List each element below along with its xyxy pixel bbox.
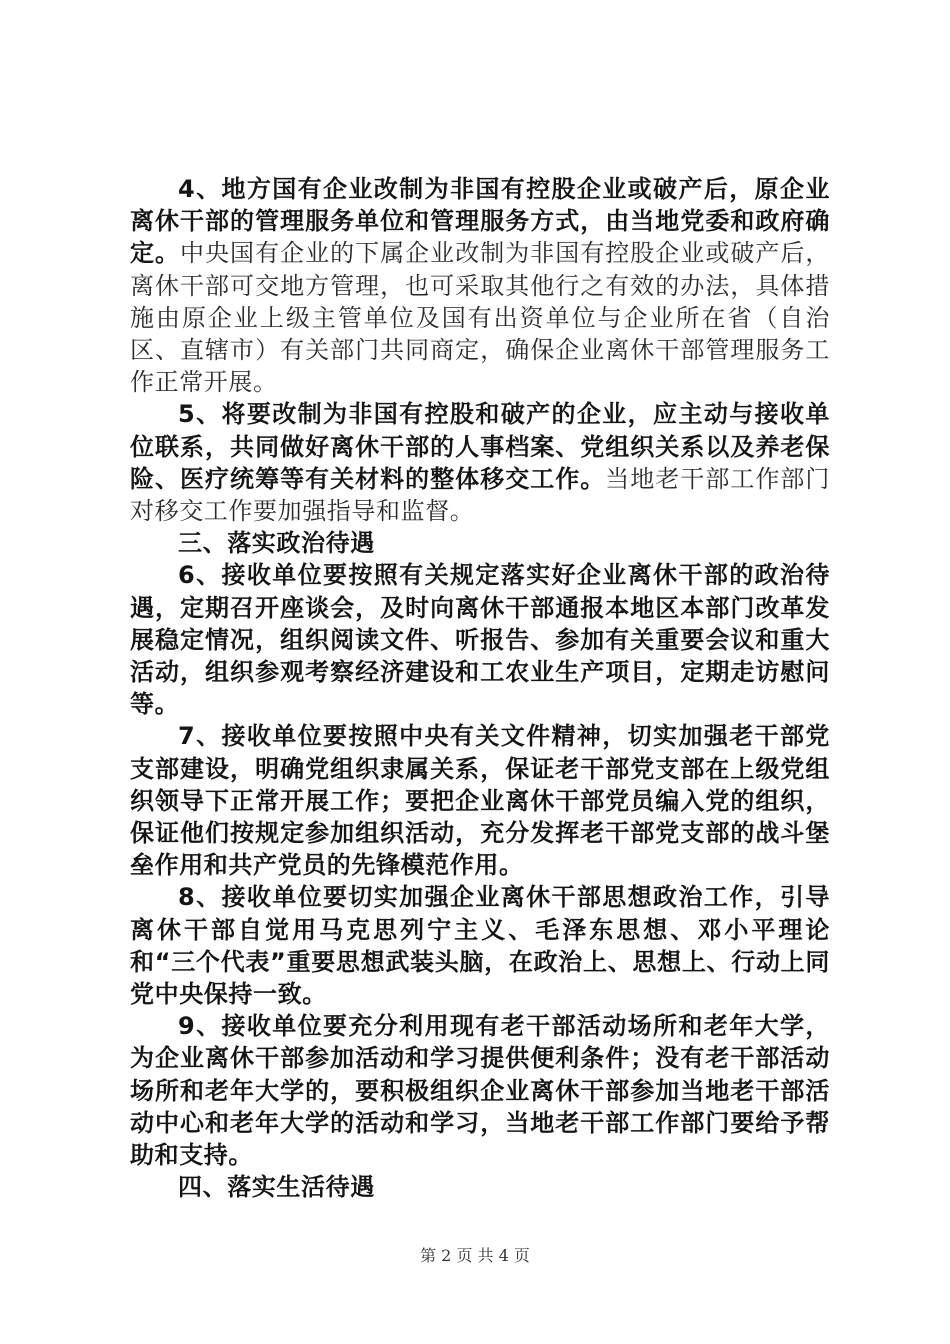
paragraph-strong-text: 6、接收单位要按照有关规定落实好企业离休干部的政治待遇，定期召开座谈会，及时向离休干部通报本地区本部门改革发展稳定情况，组织阅读文件、听报告、参加有关重要会议和重大活动，组织参观考察经济建设和工农业生产项目，定期走访慰问等。 <box>130 561 830 719</box>
paragraph-strong-text: 7、接收单位要按照中央有关文件精神，切实加强老干部党支部建设，明确党组织隶属关系，保证老干部党支部在上级党组织领导下正常开展工作；要把企业离休干部党员编入党的组织，保证他们按规定参加组织活动，充分发挥老干部党支部的战斗堡垒作用和共产党员的先锋模范作用。 <box>130 722 830 880</box>
paragraph-strong-text: 4、地方国有企业改制为非国有控股企业或破产后，原企业离休干部的管理服务单位和管理服务方式，由当地党委和政府确定。 <box>130 175 830 268</box>
paragraph-strong-text: 5、将要改制为非国有控股和破产的企业，应主动与接收单位联系，共同做好离休干部的人事档案、党组织关系以及养老保险、医疗统筹等有关材料的整体移交工作。 <box>130 400 830 493</box>
paragraph-item-6 <box>130 559 830 720</box>
paragraph-item-9 <box>130 1010 830 1171</box>
section-heading-living: 四、落实生活待遇 <box>178 1173 375 1202</box>
paragraph-item-7 <box>130 720 830 881</box>
paragraph-item-8 <box>130 881 830 1010</box>
paragraph-light-text: 中央国有企业的下属企业改制为非国有控股企业或破产后，离休干部可交地方管理，也可采取其他行之有效的办法，具体措施由原企业上级主管单位及国有出资单位与企业所在省（自治区、直辖市）有关部门共同商定，确保企业离休干部管理服务工作正常开展。 <box>130 239 830 397</box>
paragraph-light-text: 当地老干部工作部门对移交工作要加强指导和监督。 <box>130 464 830 526</box>
paragraph-strong-text: 8、接收单位要切实加强企业离休干部思想政治工作，引导离休干部自觉用马克思列宁主义、毛泽东思想、邓小平理论和“三个代表”重要思想武装头脑，在政治上、思想上、行动上同党中央保持一致。 <box>130 883 830 1009</box>
paragraph-item-5 <box>130 398 830 527</box>
paragraph-item-4 <box>130 173 830 398</box>
section-heading-political: 三、落实政治待遇 <box>178 529 375 558</box>
paragraph-strong-text: 9、接收单位要充分利用现有老干部活动场所和老年大学，为企业离休干部参加活动和学习提供便利条件；没有老干部活动场所和老年大学的，要积极组织企业离休干部参加当地老干部活动中心和老年大学的活动和学习，当地老干部工作部门要给予帮助和支持。 <box>130 1012 830 1170</box>
page-number-footer: 第 2 页 共 4 页 <box>420 1246 530 1265</box>
document-body <box>130 173 830 1204</box>
